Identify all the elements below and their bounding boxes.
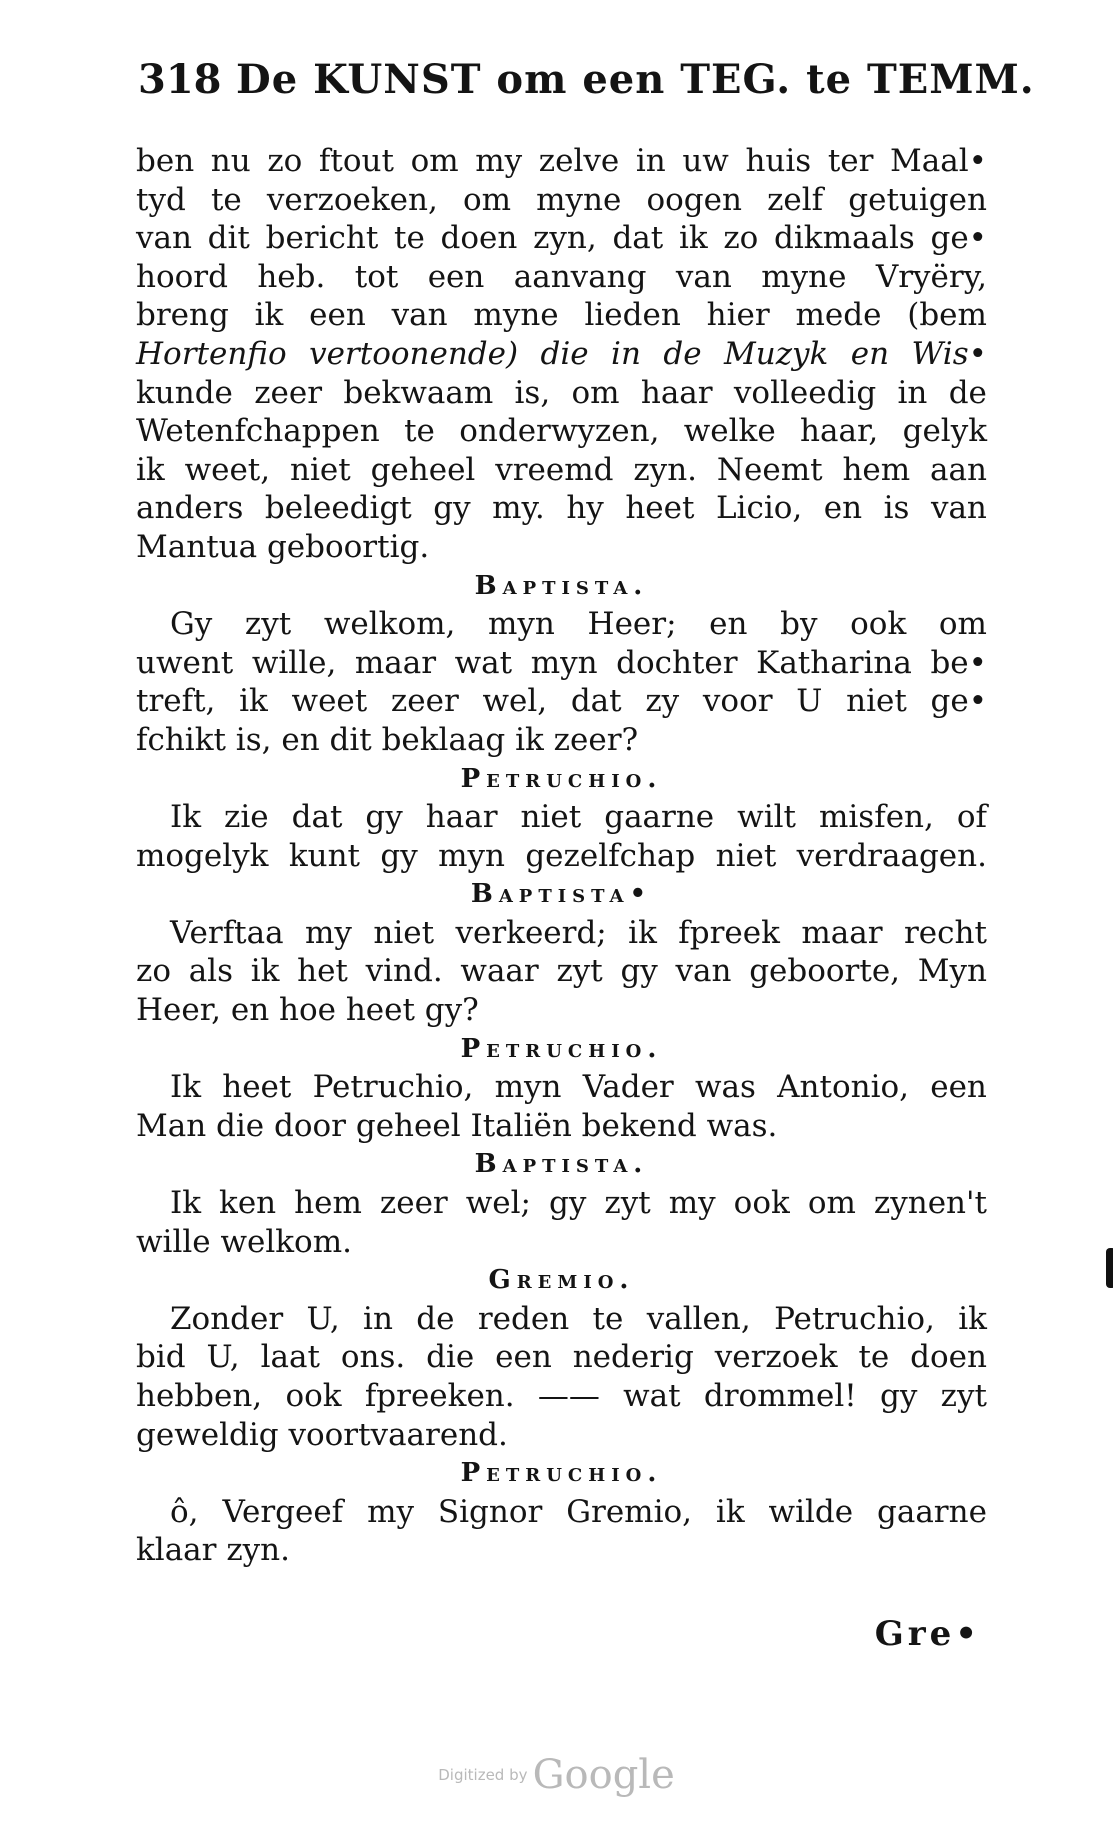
speaker-name: Gremio. xyxy=(488,1265,635,1296)
digitized-watermark xyxy=(0,1752,1113,1798)
text-line: ô, Vergeef my Signor Gremio, ik wilde gaarne xyxy=(170,1493,987,1530)
text-line: mogelyk kunt gy myn gezelfchap niet verdraagen. xyxy=(136,837,987,874)
text-line: kunde zeer bekwaam is, om haar volleedig in de xyxy=(136,374,987,411)
text-line: zo als ik het vind. waar zyt gy van geboorte, Myn xyxy=(136,953,987,990)
text-line: ik weet, niet geheel vreemd zyn. Neemt hem aan xyxy=(136,451,987,488)
text-line: Gy zyt welkom, myn Heer; en by ook om xyxy=(170,606,987,643)
digitized-label: Digitized by xyxy=(438,1766,528,1784)
text-line: geweldig voortvaarend. xyxy=(136,1416,508,1453)
text-line: breng ik een van myne lieden hier mede (bem xyxy=(136,297,987,334)
speaker-name: Baptista. xyxy=(474,570,649,601)
text-line: Ik zie dat gy haar niet gaarne wilt misfen, of xyxy=(170,799,987,836)
speaker-name: Baptista. xyxy=(474,1149,649,1180)
text-line: Ik ken hem zeer wel; gy zyt my ook om zynen't xyxy=(170,1185,987,1222)
text-line: anders beleedigt gy my. hy heet Licio, en is van xyxy=(136,490,987,527)
text-line: Wetenfchappen te onderwyzen, welke haar, gelyk xyxy=(136,413,987,450)
speaker-name: Petruchio. xyxy=(460,1033,663,1064)
text-line: Hortenfio vertoonende) die in de Muzyk en Wis• xyxy=(136,335,987,372)
running-title: De KUNST om een TEG. te TEMM. xyxy=(236,56,1035,103)
text-line: van dit bericht te doen zyn, dat ik zo dikmaals ge• xyxy=(136,220,987,257)
text-line: Mantua geboortig. xyxy=(136,528,430,565)
speaker-name: Baptista• xyxy=(470,879,653,910)
google-logo: Google xyxy=(532,1752,675,1798)
scan-edge-mark xyxy=(1106,1248,1113,1288)
text-line: Zonder U, in de reden te vallen, Petruchio, ik xyxy=(170,1300,987,1337)
text-line: Verftaa my niet verkeerd; ik fpreek maar recht xyxy=(170,914,987,951)
page-number: 318 xyxy=(138,56,222,103)
text-line: ben nu zo ftout om my zelve in uw huis ter Maal• xyxy=(136,143,987,179)
text-line: tyd te verzoeken, om myne oogen zelf getuigen xyxy=(136,181,987,218)
text-line: Heer, en hoe heet gy? xyxy=(136,992,479,1029)
text-line: klaar zyn. xyxy=(136,1532,291,1569)
text-line: treft, ik weet zeer wel, dat zy voor U niet ge• xyxy=(136,683,987,720)
speaker-name: Petruchio. xyxy=(460,763,663,794)
text-line: Man die door geheel Italiën bekend was. xyxy=(136,1107,778,1144)
text-line: fchikt is, en dit beklaag ik zeer? xyxy=(136,721,639,758)
speaker-name: Petruchio. xyxy=(460,1458,663,1489)
text-line: hoord heb. tot een aanvang van myne Vryëry, xyxy=(136,258,987,295)
running-header xyxy=(138,56,1035,116)
text-line: bid U, laat ons. die een nederig verzoek te doen xyxy=(136,1339,987,1376)
text-line: Ik heet Petruchio, myn Vader was Antonio, een xyxy=(170,1069,987,1106)
catchword: Gre• xyxy=(874,1614,981,1654)
text-line: uwent wille, maar wat myn dochter Katharina be• xyxy=(136,644,987,681)
page-text xyxy=(136,142,987,1570)
text-line: hebben, ook fpreeken. —— wat drommel! gy zyt xyxy=(136,1378,987,1414)
text-line: wille welkom. xyxy=(136,1223,352,1260)
